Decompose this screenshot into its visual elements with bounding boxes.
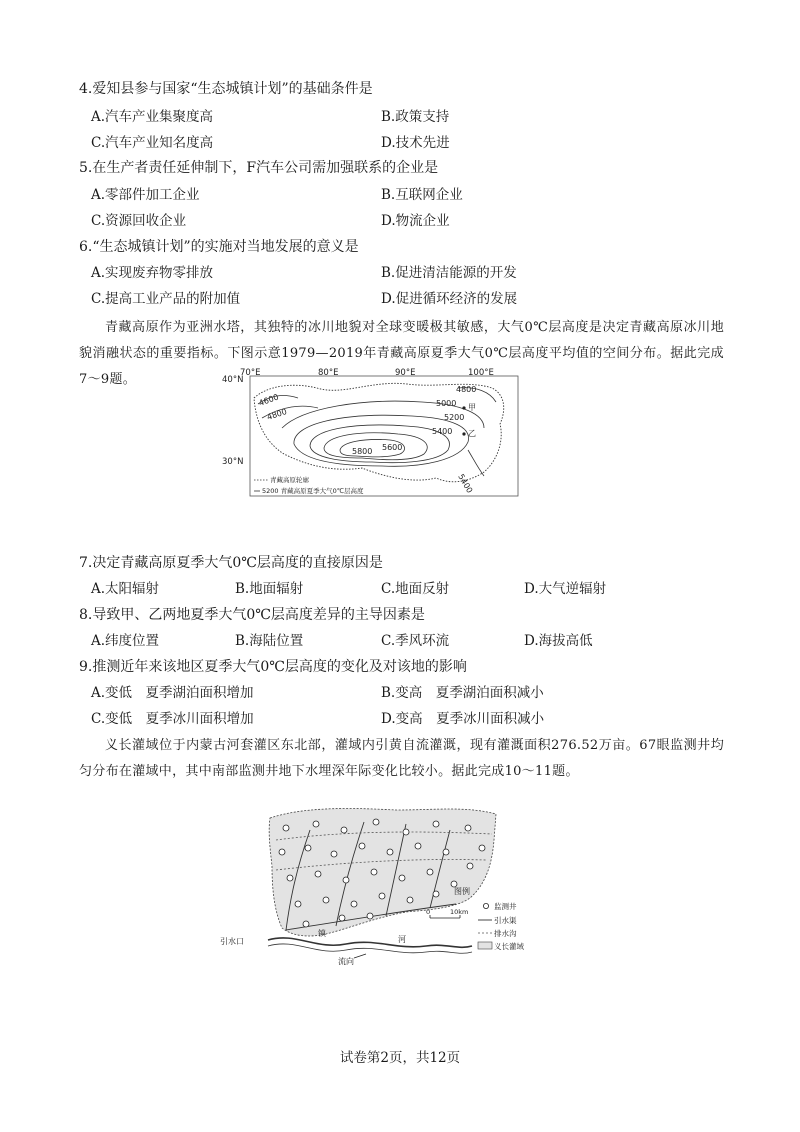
question-7-stem: 7.决定青藏高原夏季大气0℃层高度的直接原因是 [79,555,383,571]
yichang-irrigation-map [220,800,546,975]
monitoring-well [371,869,377,875]
legend-contour: 5200 青藏高原夏季大气0℃层高度 [262,487,364,495]
monitoring-well [407,897,413,903]
monitoring-well [283,825,289,831]
label-flow-direction: 流向 [338,957,354,966]
point-label-yi: 乙 [468,429,476,438]
contour-label-5600: 5600 [382,443,403,452]
monitoring-well [295,901,301,907]
q8-option-b: B.海陆位置 [235,633,304,649]
lon-label-70: 70°E [240,368,261,378]
q6-option-a: A.实现废弃物零排放 [91,265,214,281]
q7-option-a: A.太阳辐射 [91,581,160,597]
monitoring-well [341,827,347,833]
monitoring-well [399,875,405,881]
tibet-zero-layer-map [222,368,522,500]
monitoring-well [315,871,321,877]
q7-option-d: D.大气逆辐射 [524,581,607,597]
monitoring-well [433,891,439,897]
q8-option-d: D.海拔高低 [524,633,593,649]
legend-outline: 青藏高原轮廓 [270,476,309,484]
contour-label-4600: 4600 [257,392,280,408]
monitoring-well [287,875,293,881]
monitoring-well [373,819,379,825]
q9-option-c: C.变低 夏季冰川面积增加 [91,711,254,727]
contour-label-5200: 5200 [444,413,465,422]
monitoring-well [331,851,337,857]
q4-option-c: C.汽车产业知名度高 [91,135,214,151]
monitoring-well [305,845,311,851]
q5-option-a: A.零部件加工企业 [91,187,200,203]
monitoring-well [351,901,357,907]
contour-label-5400: 5400 [432,427,453,436]
monitoring-well [343,877,349,883]
monitoring-well [433,821,439,827]
question-4-stem: 4.爱知县参与国家“生态城镇计划”的基础条件是 [79,81,373,97]
monitoring-well [443,849,449,855]
legend-district: 义长灌域 [494,942,524,951]
lon-label-90: 90°E [395,368,416,378]
question-9-stem: 9.推测近年来该地区夏季大气0℃层高度的变化及对该地的影响 [79,659,467,675]
monitoring-well [479,845,485,851]
scale-10km: 10km [450,908,469,916]
q9-option-d: D.变高 夏季冰川面积减小 [381,711,545,727]
lon-label-100: 100°E [468,368,494,378]
lat-label-40: 40°N [222,375,244,385]
legend-well: 监测井 [494,902,517,911]
q5-option-b: B.互联网企业 [381,187,463,203]
monitoring-well [467,863,473,869]
q7-option-c: C.地面反射 [381,581,450,597]
irrigation-district-area [269,808,496,936]
monitoring-well [403,829,409,835]
monitoring-well [323,897,329,903]
q8-option-a: A.纬度位置 [91,633,160,649]
monitoring-well [427,869,433,875]
label-river: 河 [398,935,406,944]
legend-drain: 排水沟 [494,929,517,938]
question-5-stem: 5.在生产者责任延伸制下，F汽车公司需加强联系的企业是 [79,160,439,176]
q8-option-c: C.季风环流 [381,633,450,649]
q5-option-c: C.资源回收企业 [91,213,187,229]
legend-title: 图例 [454,887,470,896]
q6-option-d: D.促进循环经济的发展 [381,291,518,307]
monitoring-well [387,849,393,855]
q4-option-b: B.政策支持 [381,109,450,125]
monitoring-well [465,825,471,831]
legend-canal: 引水渠 [494,916,517,925]
question-6-stem: 6.“生态城镇计划”的实施对当地发展的意义是 [79,239,359,255]
point-jia [462,406,465,409]
label-intake: 引水口 [220,937,244,946]
passage-tibetan-plateau: 青藏高原作为亚洲水塔，其独特的冰川地貌对全球变暖极其敏感，大气0℃层高度是决定青藏高原冰川地貌消融状态的重要指标。下图示意1979—2019年青藏高原夏季大气0℃层高度平均值的空间分布。据此完成7～9题。 [79,320,724,387]
page-footer: 试卷第2页，共12页 [339,1050,461,1066]
q9-option-a: A.变低 夏季湖泊面积增加 [91,685,254,701]
monitoring-well [415,843,421,849]
monitoring-well [279,849,285,855]
monitoring-well [303,921,309,927]
lat-label-30: 30°N [222,457,244,467]
contour-label-4800-east: 4800 [456,385,477,394]
q5-option-d: D.物流企业 [381,213,450,229]
q7-option-b: B.地面辐射 [235,581,304,597]
contour-label-5400-se: 5400 [456,472,475,495]
contour-label-4800: 4800 [265,407,288,422]
lon-label-80: 80°E [318,368,339,378]
point-label-jia: 甲 [468,403,476,412]
question-8-stem: 8.导致甲、乙两地夏季大气0℃层高度差异的主导因素是 [79,607,425,623]
label-town: 镇 [318,929,326,938]
q6-option-c: C.提高工业产品的附加值 [91,291,241,307]
q4-option-a: A.汽车产业集聚度高 [91,109,214,125]
monitoring-well [367,913,373,919]
point-yi [462,432,465,435]
scale-zero: 0 [426,908,431,916]
monitoring-well [339,915,345,921]
q9-option-b: B.变高 夏季湖泊面积减小 [381,685,544,701]
q4-option-d: D.技术先进 [381,135,450,151]
monitoring-well [379,893,385,899]
contour-label-5800: 5800 [352,447,373,456]
monitoring-well [313,821,319,827]
contour-label-5000: 5000 [436,399,457,408]
q6-option-b: B.促进清洁能源的开发 [381,265,517,281]
passage-yichang-irrigation: 义长灌域位于内蒙古河套灌区东北部，灌域内引黄自流灌溉，现有灌溉面积276.52万亩。67眼监测井均匀分布在灌域中，其中南部监测井地下水埋深年际变化比较小。据此完成10～11题。 [79,738,724,779]
monitoring-well [359,843,365,849]
